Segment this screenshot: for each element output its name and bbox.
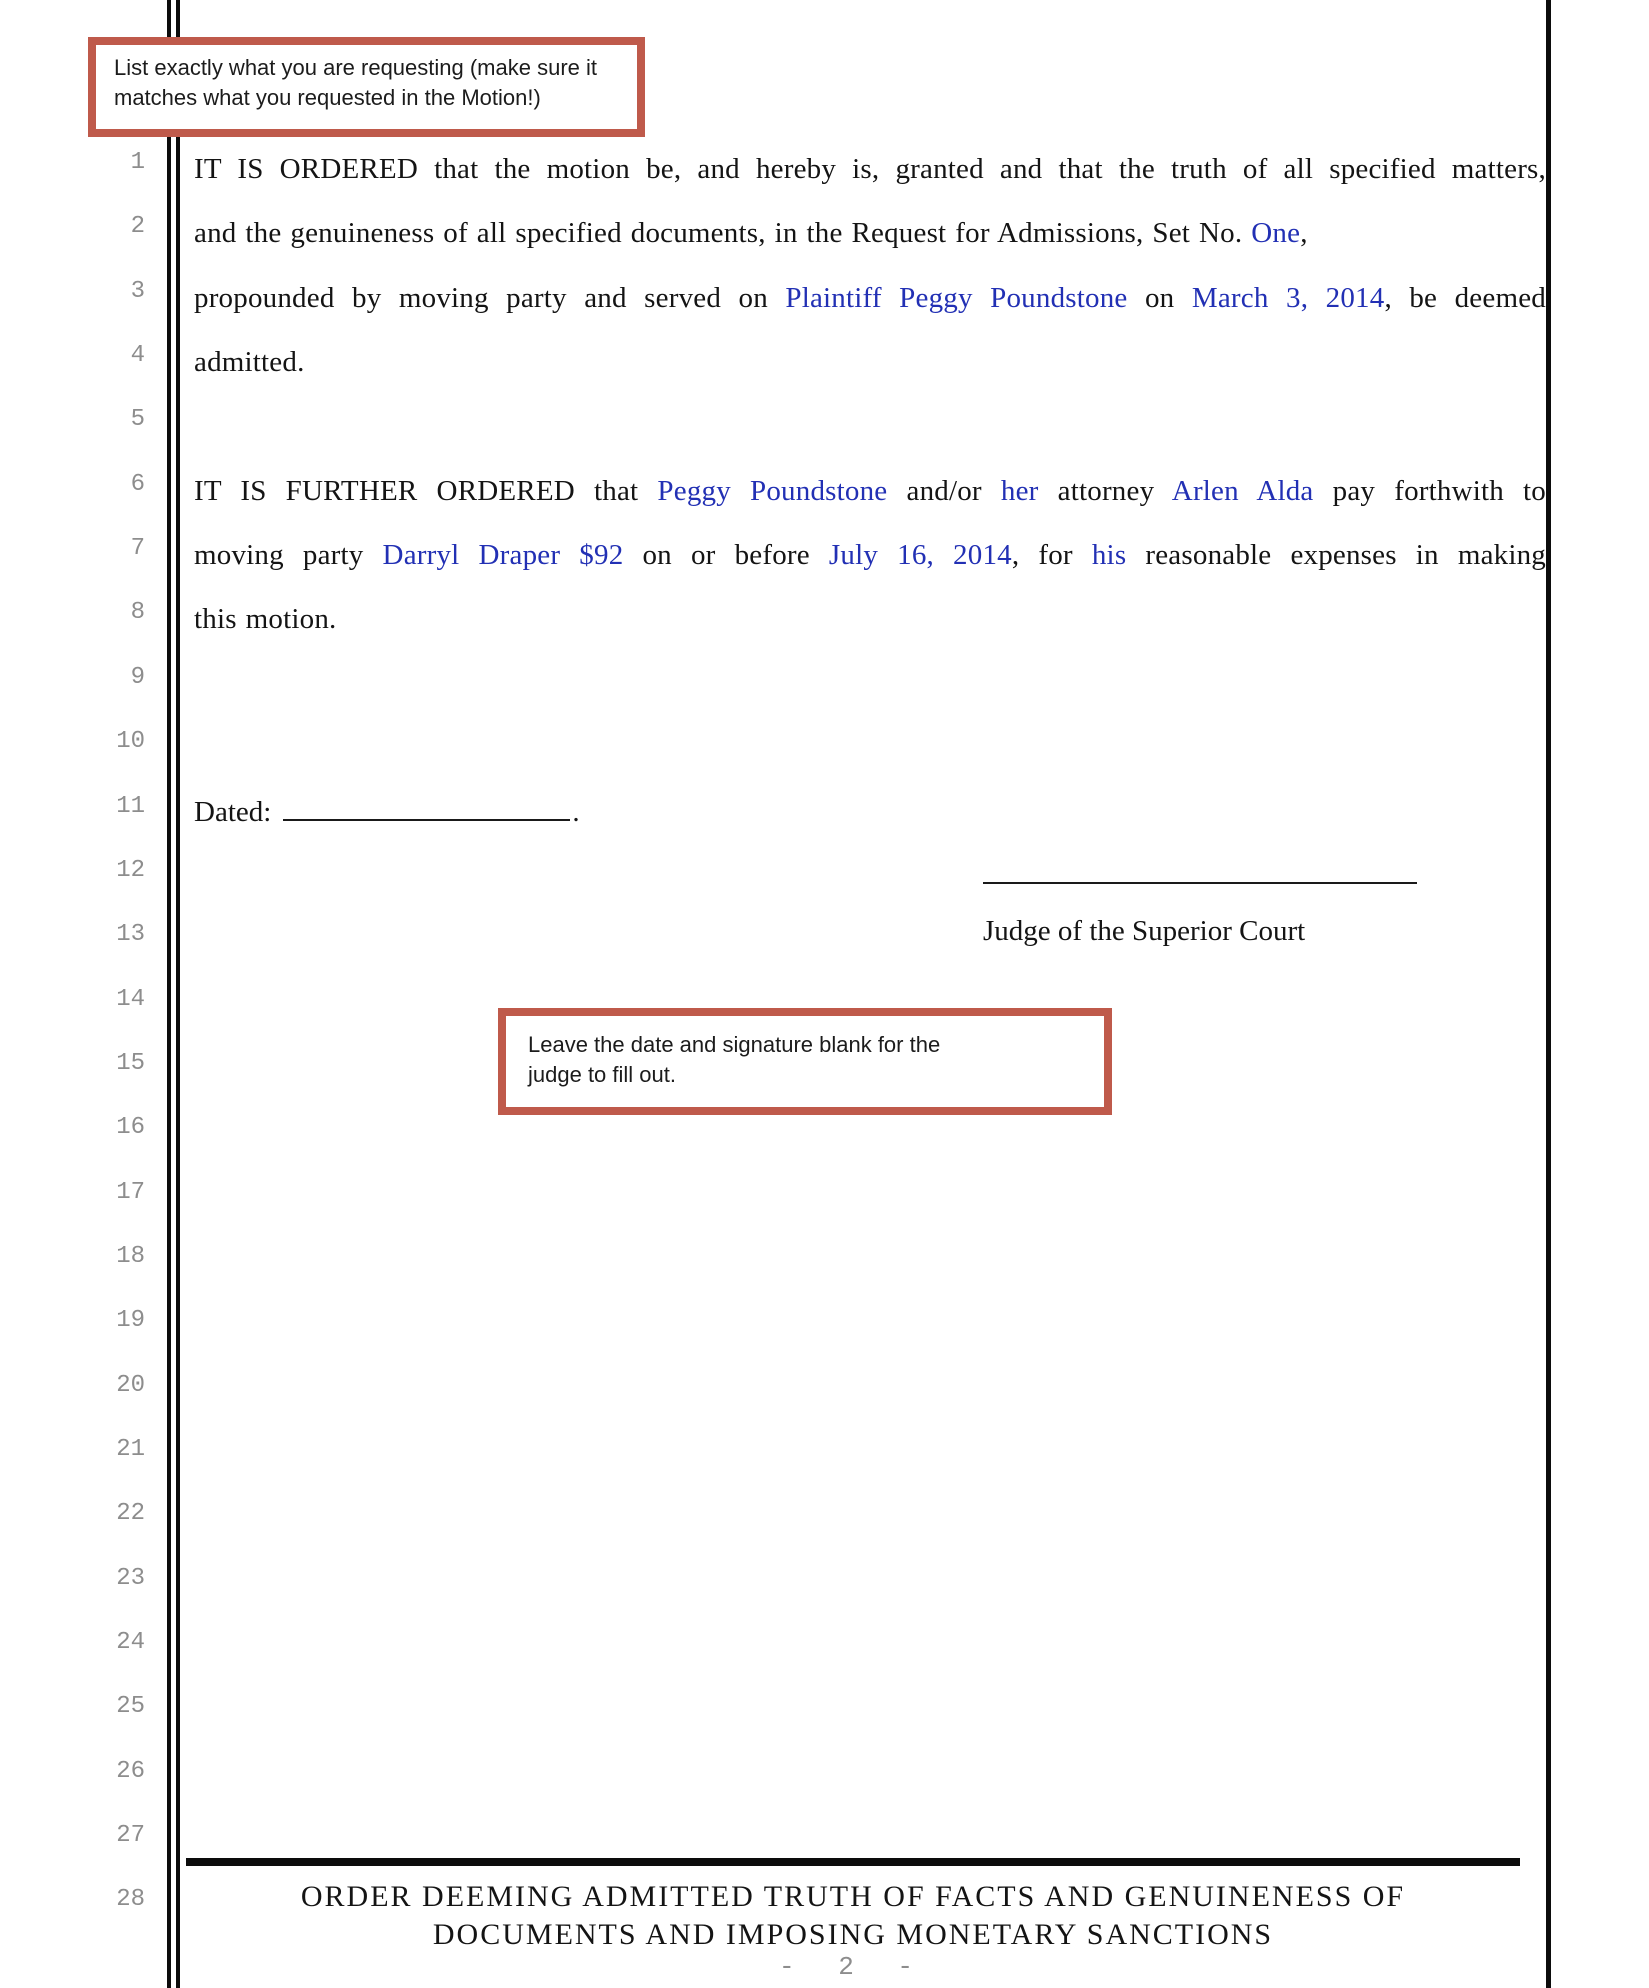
line-number-17: 17	[116, 1178, 145, 1206]
footer-title-line1: ORDER DEEMING ADMITTED TRUTH OF FACTS AND GENUINENESS OF	[300, 1880, 1406, 1913]
dated-period: .	[572, 796, 580, 828]
text-segment: reasonable expenses in making	[1126, 539, 1547, 572]
text-segment: attorney	[1038, 474, 1172, 507]
line-number-13: 13	[116, 921, 145, 949]
judge-title: Judge of the Superior Court	[983, 915, 1306, 947]
line-number-6: 6	[130, 470, 145, 498]
date-blank-field	[283, 793, 570, 821]
line-number-22: 22	[116, 1500, 145, 1528]
fillable-text: March 3, 2014	[1191, 281, 1385, 314]
text-segment: this motion.	[194, 603, 337, 636]
order-text-line-8	[194, 600, 1546, 638]
line-number-25: 25	[116, 1693, 145, 1721]
text-segment: pay forthwith to	[1313, 474, 1547, 507]
fillable-text: Arlen Alda	[1171, 474, 1314, 507]
annotation-request-note	[88, 37, 645, 137]
text-segment: ,	[1300, 217, 1308, 250]
line-number-9: 9	[130, 663, 145, 691]
order-text-line-3	[194, 279, 1546, 317]
line-number-12: 12	[116, 856, 145, 884]
text-segment: , for	[1011, 539, 1092, 572]
right-margin-rule	[1546, 0, 1551, 1988]
footer-title-line2: DOCUMENTS AND IMPOSING MONETARY SANCTIONS	[432, 1918, 1274, 1951]
order-text-line-4	[194, 343, 1546, 381]
line-number-10: 10	[116, 728, 145, 756]
line-number-3: 3	[130, 277, 145, 305]
text-segment: on	[1127, 281, 1192, 314]
fillable-text: his	[1091, 539, 1127, 572]
annotation-signature-note	[498, 1008, 1112, 1115]
line-number-16: 16	[116, 1114, 145, 1142]
fillable-text: $92	[579, 539, 624, 572]
text-segment: , be deemed	[1384, 281, 1546, 314]
text-segment: IT IS ORDERED that the motion be, and hereby is, granted and that the truth of all specified matters,	[194, 153, 1546, 185]
fillable-text: Darryl Draper	[382, 539, 561, 572]
fillable-text: her	[1000, 474, 1039, 507]
text-segment: on or before	[623, 539, 829, 572]
text-segment	[560, 539, 579, 571]
annotation-signature-note-line2: judge to fill out.	[528, 1062, 676, 1087]
annotation-signature-note-line1: Leave the date and signature blank for the	[528, 1032, 941, 1057]
text-segment: IT IS FURTHER ORDERED that	[194, 474, 658, 507]
text-segment: admitted.	[194, 346, 305, 379]
text-segment: propounded by moving party and served on	[194, 281, 786, 314]
line-number-5: 5	[130, 406, 145, 434]
line-number-11: 11	[116, 792, 145, 820]
line-number-23: 23	[116, 1564, 145, 1592]
line-number-26: 26	[116, 1757, 145, 1785]
text-segment: and/or	[887, 474, 1001, 507]
annotation-request-note-line1: List exactly what you are requesting (make sure it	[114, 55, 598, 80]
line-number-24: 24	[116, 1629, 145, 1657]
text-segment: moving party	[194, 539, 383, 572]
order-text-line-1	[194, 150, 1546, 188]
line-number-4: 4	[130, 342, 145, 370]
line-number-8: 8	[130, 599, 145, 627]
fillable-text: Plaintiff Peggy Poundstone	[785, 281, 1128, 314]
line-number-1: 1	[130, 149, 145, 176]
fillable-text: July 16, 2014	[828, 539, 1012, 572]
page-number: - 2 -	[778, 1952, 927, 1982]
line-number-15: 15	[116, 1049, 145, 1077]
footer-rule	[186, 1858, 1520, 1866]
order-text-line-2	[194, 214, 1546, 252]
judge-signature-line	[983, 882, 1417, 884]
line-number-7: 7	[130, 535, 145, 563]
fillable-text: One	[1251, 217, 1301, 250]
fillable-text: Peggy Poundstone	[657, 474, 888, 507]
annotation-request-note-line2: matches what you requested in the Motion!)	[114, 85, 541, 110]
line-number-20: 20	[116, 1371, 145, 1399]
line-number-18: 18	[116, 1242, 145, 1270]
line-number-19: 19	[116, 1307, 145, 1335]
line-number-14: 14	[116, 985, 145, 1013]
dated-label: Dated:	[194, 796, 272, 828]
left-double-rule-outer	[167, 0, 171, 1988]
line-number-21: 21	[116, 1436, 145, 1463]
line-number-27: 27	[116, 1822, 145, 1850]
line-number-2: 2	[130, 213, 145, 241]
left-double-rule-inner	[176, 0, 180, 1988]
text-segment: and the genuineness of all specified documents, in the Request for Admissions, Set No.	[194, 217, 1252, 250]
dated-line	[194, 793, 580, 831]
line-number-28: 28	[116, 1886, 145, 1914]
order-text-line-6	[194, 472, 1546, 510]
order-text-line-7	[194, 536, 1546, 574]
